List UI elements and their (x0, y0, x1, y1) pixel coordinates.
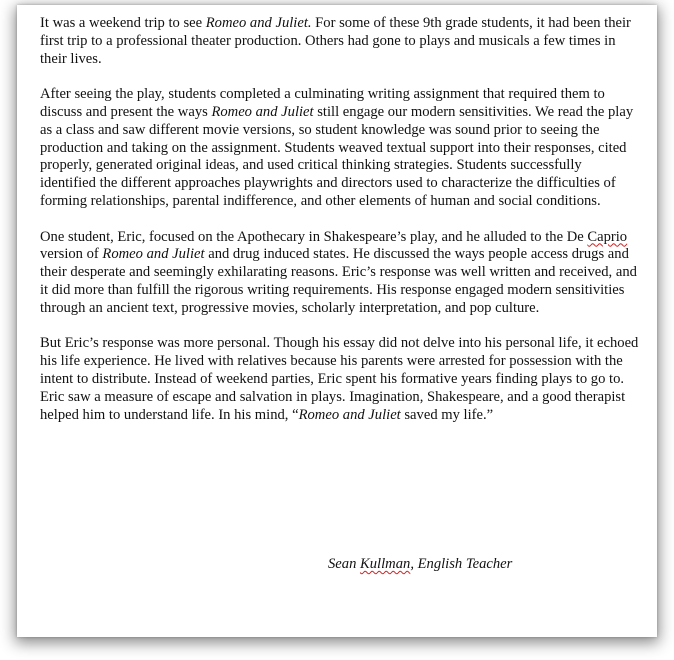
italic-title: Romeo and Juliet (298, 406, 401, 423)
misspelled-word: Caprio (587, 228, 628, 245)
text-run: saved my life.” (400, 406, 494, 423)
paragraph-4 (40, 335, 640, 424)
text-run: For some of these 9th grade students, it had been their first trip to a professional theater production. Others had gone to plays and musicals a few times in their lives. (40, 15, 631, 67)
text-run: It was a weekend trip to see (40, 15, 206, 31)
paragraph-1 (40, 15, 640, 68)
text-run: still engage our modern sensitivities. We read the play as a class and saw different movie versions, so student knowledge was sound prior to seeing the production and taking on the assignment. Students weaved textual support into their responses, cited properly, generated original ideas, and used critical thinking strategies. Students successfully identified the different approaches playwrights and directors used to characterize the difficulties of forming relationships, parental indifference, and other elements of human and social conditions. (40, 103, 634, 209)
paragraph-2 (40, 86, 640, 211)
signature-first-name: Sean (328, 556, 357, 572)
italic-title: Romeo and Juliet (211, 103, 314, 120)
document-body (40, 15, 640, 442)
text-run: and drug induced states. He discussed the ways people access drugs and their desperate and seemingly exhilarating reasons. Eric’s response was well written and received, and it did more than fulfill the rigorous writing requirements. His response engaged modern sensitivities through an ancient text, progressive movies, scholarly interpretation, and pop culture. (40, 246, 637, 316)
signature (328, 556, 512, 573)
italic-title: Romeo and Juliet. (205, 15, 312, 31)
text-run: After seeing the play, students completed a culminating writing assignment that required them to discuss and present the ways (40, 86, 605, 120)
signature-role: , English Teacher (410, 556, 513, 572)
italic-title: Romeo and Juliet (102, 246, 205, 263)
text-run: But Eric’s response was more personal. Though his essay did not delve into his personal life, it echoed his life experience. He lived with relatives because his parents were arrested for possession with the intent to distribute. Instead of weekend parties, Eric spent his formative years finding plays to go to. Eric saw a measure of escape and salvation in plays. Imagination, Shakespeare, and a good therapist helped him to understand life. In his mind, “ (40, 335, 639, 423)
document-page (17, 5, 657, 637)
paragraph-3 (40, 229, 640, 318)
text-run: version of (40, 246, 103, 263)
text-run: One student, Eric, focused on the Apothecary in Shakespeare’s play, and he alluded to the De (40, 228, 588, 245)
signature-last-name: Kullman (360, 556, 411, 572)
